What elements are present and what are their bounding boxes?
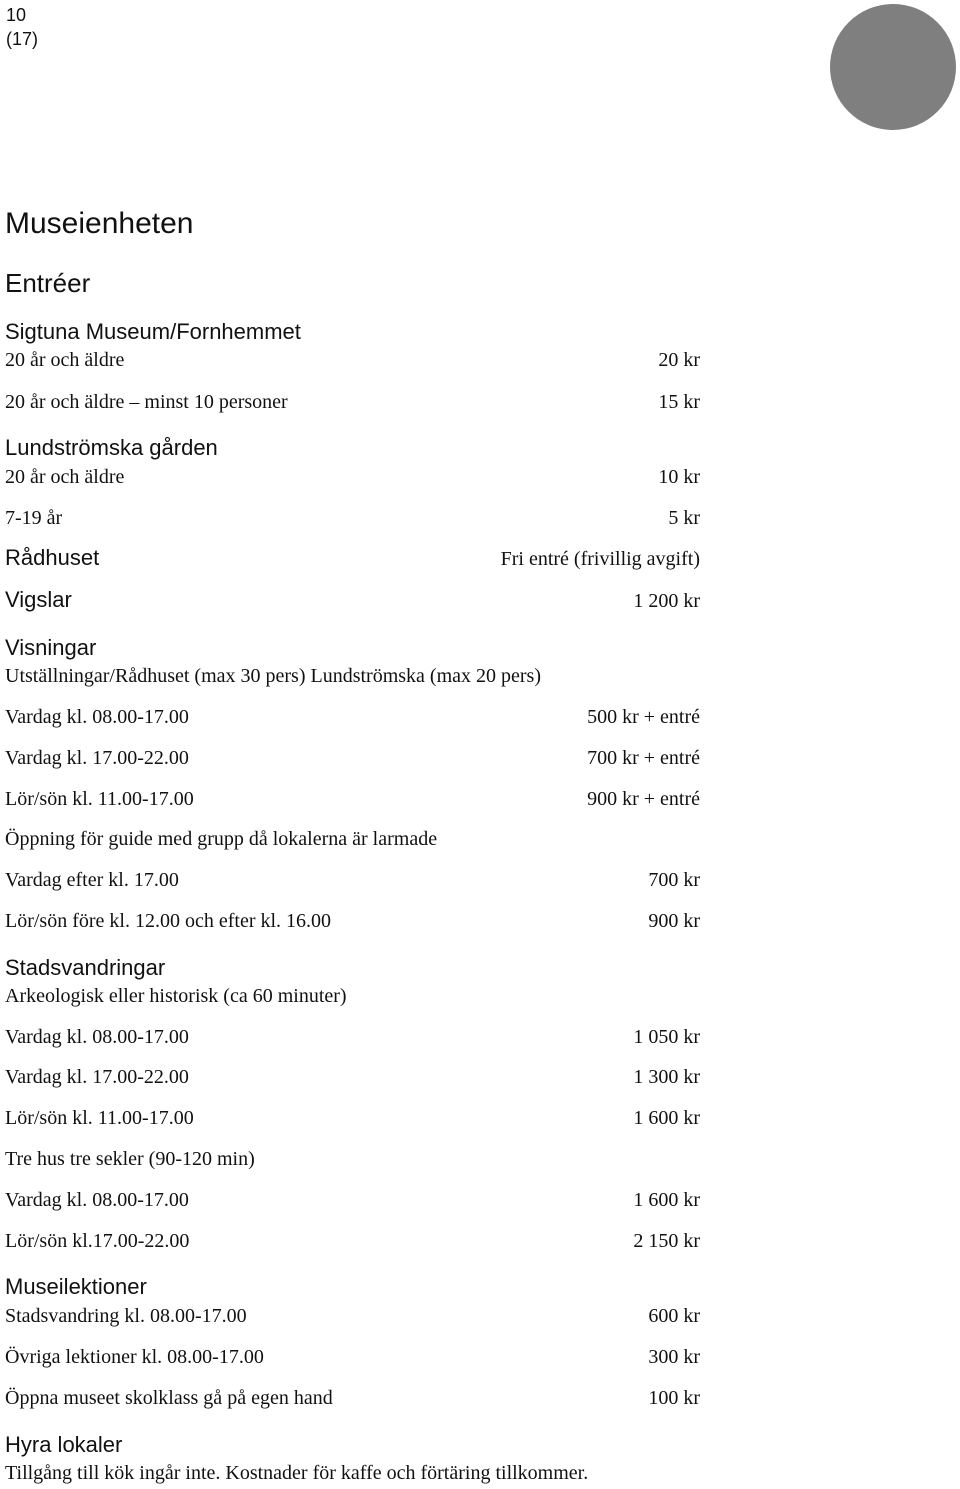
- row-label: Öppna museet skolklass gå på egen hand: [5, 1387, 333, 1409]
- row-label: Lör/sön före kl. 12.00 och efter kl. 16.00: [5, 910, 332, 932]
- row-price: 5 kr: [668, 507, 700, 529]
- heading-lundstromska: Lundströmska gården: [5, 435, 218, 460]
- logo-circle: [830, 4, 956, 130]
- row-price: 100 kr: [648, 1387, 700, 1409]
- row-label: Stadsvandring kl. 08.00-17.00: [5, 1305, 247, 1327]
- row-price: 1 600 kr: [633, 1189, 700, 1211]
- page-number: 10: [6, 5, 27, 25]
- heading-radhuset: Rådhuset: [5, 545, 100, 570]
- heading-visningar: Visningar: [5, 635, 97, 660]
- row-label: Vardag efter kl. 17.00: [5, 869, 179, 891]
- hyra-text: Tillgång till kök ingår inte. Kostnader för kaffe och förtäring tillkommer.: [5, 1462, 589, 1484]
- row-label: Vardag kl. 08.00-17.00: [5, 706, 189, 728]
- heading-hyra-lokaler: Hyra lokaler: [5, 1432, 123, 1457]
- row-label: Vardag kl. 17.00-22.00: [5, 747, 189, 769]
- row-price: 900 kr: [648, 910, 700, 932]
- row-label: 20 år och äldre: [5, 349, 125, 371]
- row-label: Lör/sön kl.17.00-22.00: [5, 1230, 190, 1252]
- stadsvandringar-subtitle: Arkeologisk eller historisk (ca 60 minuter): [5, 985, 347, 1007]
- row-label: Vardag kl. 08.00-17.00: [5, 1189, 189, 1211]
- row-label: Vardag kl. 17.00-22.00: [5, 1066, 189, 1088]
- row-price: 1 600 kr: [633, 1107, 700, 1129]
- row-price: 1 050 kr: [633, 1026, 700, 1048]
- guide-note: Öppning för guide med grupp då lokalerna är larmade: [5, 828, 438, 850]
- row-price: 20 kr: [658, 349, 700, 371]
- section-heading-entreer: Entréer: [5, 268, 91, 298]
- row-price: 700 kr: [648, 869, 700, 891]
- row-price: 2 150 kr: [633, 1230, 700, 1252]
- row-label: Vardag kl. 08.00-17.00: [5, 1026, 189, 1048]
- row-price: 15 kr: [658, 391, 700, 413]
- visningar-subtitle: Utställningar/Rådhuset (max 30 pers) Lundströmska (max 20 pers): [5, 665, 541, 687]
- row-label: Övriga lektioner kl. 08.00-17.00: [5, 1346, 264, 1368]
- row-price: 600 kr: [648, 1305, 700, 1327]
- row-price: 1 200 kr: [633, 590, 700, 612]
- row-label: 7-19 år: [5, 507, 63, 529]
- row-price: 1 300 kr: [633, 1066, 700, 1088]
- row-price: 500 kr + entré: [587, 706, 700, 728]
- row-label: 20 år och äldre – minst 10 personer: [5, 391, 288, 413]
- heading-sigtuna: Sigtuna Museum/Fornhemmet: [5, 319, 301, 344]
- heading-vigslar: Vigslar: [5, 587, 72, 612]
- heading-stadsvandringar: Stadsvandringar: [5, 955, 166, 980]
- row-label: 20 år och äldre: [5, 466, 125, 488]
- row-price: 10 kr: [658, 466, 700, 488]
- page-title: Museienheten: [5, 207, 194, 240]
- row-price: Fri entré (frivillig avgift): [500, 548, 700, 570]
- tre-hus-heading: Tre hus tre sekler (90-120 min): [5, 1148, 255, 1170]
- heading-museilektioner: Museilektioner: [5, 1274, 147, 1299]
- row-price: 900 kr + entré: [587, 788, 700, 810]
- row-price: 700 kr + entré: [587, 747, 700, 769]
- row-price: 300 kr: [648, 1346, 700, 1368]
- row-label: Lör/sön kl. 11.00-17.00: [5, 788, 194, 810]
- page-total: (17): [6, 29, 39, 49]
- row-label: Lör/sön kl. 11.00-17.00: [5, 1107, 194, 1129]
